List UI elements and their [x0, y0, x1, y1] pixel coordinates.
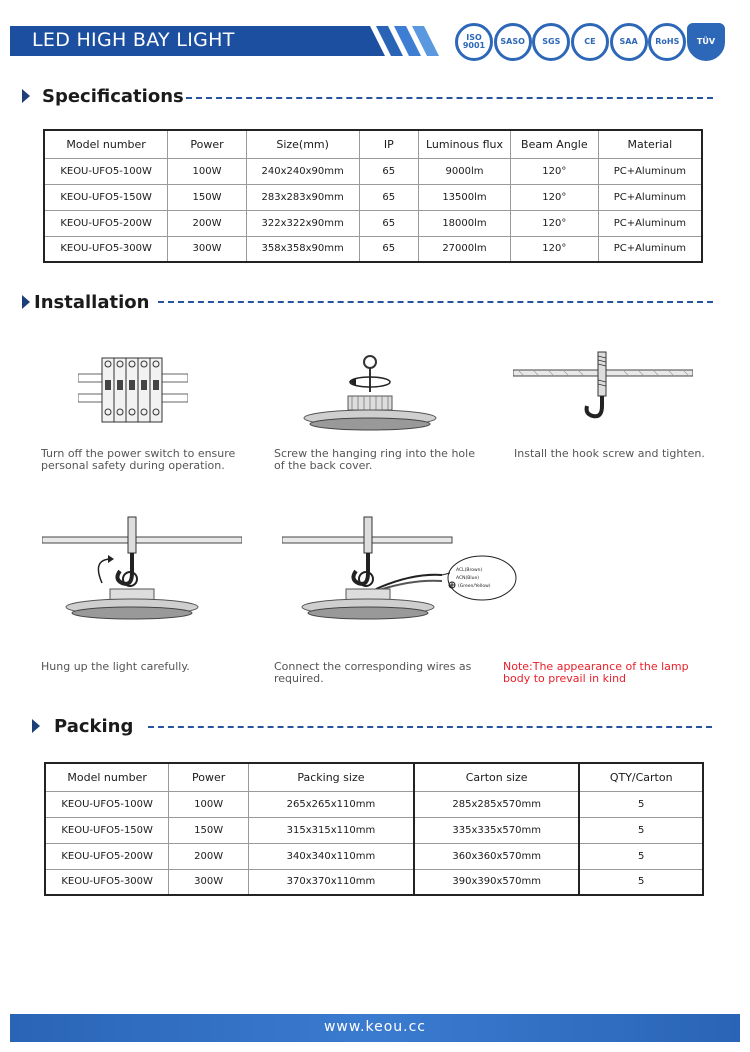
- column-header: Carton size: [414, 763, 579, 791]
- table-cell: 200W: [168, 210, 247, 236]
- hang-light-illustration: [42, 515, 242, 630]
- chevron-right-icon: [22, 89, 30, 103]
- table-cell: 120°: [510, 184, 598, 210]
- column-header: IP: [359, 130, 419, 158]
- specifications-table: [43, 129, 703, 263]
- table-cell: 65: [359, 210, 419, 236]
- table-cell: 120°: [510, 236, 598, 262]
- table-cell: 300W: [169, 869, 249, 895]
- rohs-logo: RoHS: [648, 23, 686, 61]
- table-row: [45, 843, 703, 869]
- step-caption: Turn off the power switch to ensure personal safety during operation.: [41, 447, 236, 472]
- section-divider: [148, 726, 712, 728]
- wire-label: (Green/Yellow): [458, 584, 491, 589]
- table-cell: 150W: [169, 817, 249, 843]
- column-header: Packing size: [248, 763, 413, 791]
- column-header: QTY/Carton: [579, 763, 703, 791]
- column-header: Power: [169, 763, 249, 791]
- table-cell: 335x335x570mm: [414, 817, 579, 843]
- saso-logo: SASO: [494, 23, 532, 61]
- table-row: [44, 210, 702, 236]
- table-cell: KEOU-UFO5-150W: [45, 817, 169, 843]
- table-cell: 200W: [169, 843, 249, 869]
- step-caption: Install the hook screw and tighten.: [514, 447, 705, 460]
- column-header: Material: [598, 130, 702, 158]
- website-link[interactable]: www.keou.cc: [323, 1019, 427, 1035]
- table-cell: 100W: [169, 791, 249, 817]
- installation-heading: Installation: [22, 290, 149, 314]
- table-cell: 340x340x110mm: [248, 843, 413, 869]
- table-cell: PC+Aluminum: [598, 210, 702, 236]
- table-cell: 322x322x90mm: [246, 210, 359, 236]
- saa-logo: SAA: [610, 23, 648, 61]
- packing-table: [44, 762, 704, 896]
- table-cell: KEOU-UFO5-150W: [44, 184, 168, 210]
- column-header: Size(mm): [246, 130, 359, 158]
- table-cell: PC+Aluminum: [598, 236, 702, 262]
- tuv-logo: TÜV: [687, 23, 725, 61]
- table-row: [45, 791, 703, 817]
- table-row: [44, 158, 702, 184]
- chevron-right-icon: [32, 719, 40, 733]
- ce-logo: CE: [571, 23, 609, 61]
- breaker-switch-illustration: [78, 352, 188, 432]
- table-cell: 5: [579, 817, 703, 843]
- section-divider: [158, 301, 713, 303]
- sgs-logo: SGS: [532, 23, 570, 61]
- hanging-ring-illustration: [292, 352, 442, 442]
- column-header: Luminous flux: [419, 130, 511, 158]
- column-header: Beam Angle: [510, 130, 598, 158]
- certification-logos: [455, 20, 725, 64]
- iso-9001-logo: ISO 9001: [455, 23, 493, 61]
- wire-label: ACN(Blue): [456, 576, 479, 581]
- table-cell: 315x315x110mm: [248, 817, 413, 843]
- table-cell: 285x285x570mm: [414, 791, 579, 817]
- table-cell: 283x283x90mm: [246, 184, 359, 210]
- table-cell: 27000lm: [419, 236, 511, 262]
- table-cell: 300W: [168, 236, 247, 262]
- table-cell: 5: [579, 869, 703, 895]
- step-caption: Connect the corresponding wires as required.: [274, 660, 472, 685]
- table-cell: 65: [359, 236, 419, 262]
- table-cell: 9000lm: [419, 158, 511, 184]
- table-cell: KEOU-UFO5-300W: [44, 236, 168, 262]
- footer-bar: [10, 1014, 740, 1042]
- table-row: [45, 817, 703, 843]
- table-header-row: [45, 763, 703, 791]
- table-row: [45, 869, 703, 895]
- appearance-note: Note:The appearance of the lamp body to prevail in kind: [503, 660, 689, 685]
- table-cell: 13500lm: [419, 184, 511, 210]
- step-caption: Hung up the light carefully.: [41, 660, 190, 673]
- table-cell: KEOU-UFO5-200W: [45, 843, 169, 869]
- table-cell: 65: [359, 158, 419, 184]
- table-cell: 120°: [510, 158, 598, 184]
- chevron-right-icon: [22, 295, 30, 309]
- table-cell: 150W: [168, 184, 247, 210]
- page-title: LED HIGH BAY LIGHT: [32, 29, 235, 51]
- step-caption: Screw the hanging ring into the hole of the back cover.: [274, 447, 475, 472]
- table-cell: 100W: [168, 158, 247, 184]
- wire-label: ACL(Brown): [456, 568, 483, 573]
- table-cell: 5: [579, 843, 703, 869]
- table-cell: KEOU-UFO5-300W: [45, 869, 169, 895]
- table-cell: KEOU-UFO5-200W: [44, 210, 168, 236]
- section-divider: [186, 97, 713, 99]
- wiring-illustration: [282, 515, 522, 630]
- table-cell: 65: [359, 184, 419, 210]
- table-cell: KEOU-UFO5-100W: [45, 791, 169, 817]
- specifications-heading: Specifications: [22, 84, 184, 108]
- column-header: Model number: [44, 130, 168, 158]
- table-cell: PC+Aluminum: [598, 158, 702, 184]
- table-cell: 120°: [510, 210, 598, 236]
- table-cell: 240x240x90mm: [246, 158, 359, 184]
- table-cell: 18000lm: [419, 210, 511, 236]
- table-cell: KEOU-UFO5-100W: [44, 158, 168, 184]
- column-header: Model number: [45, 763, 169, 791]
- table-cell: 390x390x570mm: [414, 869, 579, 895]
- packing-heading: Packing: [22, 714, 133, 738]
- table-cell: 5: [579, 791, 703, 817]
- table-cell: 358x358x90mm: [246, 236, 359, 262]
- table-row: [44, 184, 702, 210]
- header-banner: [10, 26, 440, 56]
- hook-screw-illustration: [513, 348, 693, 433]
- table-cell: 265x265x110mm: [248, 791, 413, 817]
- table-cell: 370x370x110mm: [248, 869, 413, 895]
- table-row: [44, 236, 702, 262]
- table-cell: PC+Aluminum: [598, 184, 702, 210]
- column-header: Power: [168, 130, 247, 158]
- table-cell: 360x360x570mm: [414, 843, 579, 869]
- table-header-row: [44, 130, 702, 158]
